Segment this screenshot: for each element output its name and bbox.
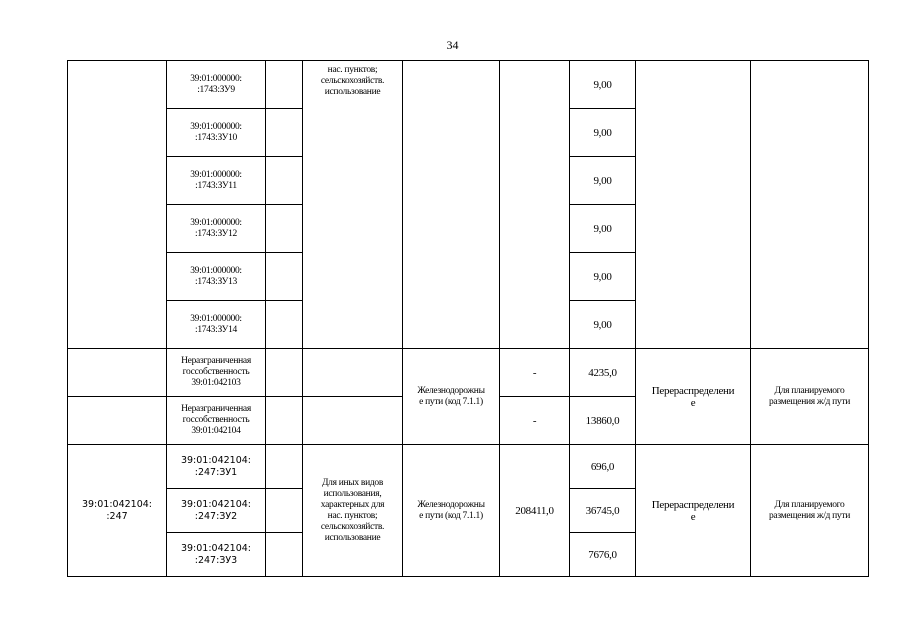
cadastral-line-1: 39:01:042104: [180,542,252,554]
permitted-use-line-1: нас. пунктов; [327,65,378,75]
cadastral-line-3: 39:01:042103 [191,378,241,388]
empty-cell [266,157,303,205]
area-cell: 9,00 [570,253,636,301]
planned-use-line-1: Железнодорожны [417,385,485,396]
source-plot-cell [68,349,167,397]
planned-use-cell [403,61,500,349]
source-plot-line-1: 39:01:042104: [81,498,153,510]
cadastral-line-2: :247:ЗУ1 [194,466,238,478]
cadastral-line-2: :1743:ЗУ9 [197,84,235,95]
cadastral-number-cell [167,205,266,253]
permitted-use-line-5: сельскохозяйств. [320,521,385,532]
cadastral-line-1: 39:01:000000: [190,169,242,180]
cadastral-number-cell [167,397,266,445]
area-cell: 7676,0 [570,533,636,577]
area-cell: 4235,0 [570,349,636,397]
cadastral-line-1: 39:01:042104: [180,454,252,466]
method-cell [636,445,751,577]
land-plots-table [67,60,869,577]
permitted-use-line-3: характерных для [320,499,385,510]
cadastral-number-cell [167,489,266,533]
planned-use-cell [403,349,500,445]
cadastral-line-1: Неразграниченная [181,404,251,414]
area-cell: 9,00 [570,61,636,109]
cadastral-line-2: :247:ЗУ3 [194,554,238,566]
cadastral-number-cell [167,253,266,301]
source-area-cell: - [500,349,570,397]
permitted-use-line-2: сельскохозяйств. [320,76,385,86]
permitted-use-line-1: Для иных видов [321,477,384,488]
table-row [68,445,869,489]
cadastral-line-2: госсобственность [182,415,250,425]
permitted-use-line-4: нас. пунктов; [327,510,378,521]
source-plot-cell [68,397,167,445]
cadastral-line-2: :1743:ЗУ13 [194,276,238,287]
cadastral-number-cell [167,533,266,577]
cadastral-line-1: 39:01:042104: [180,498,252,510]
purpose-cell [751,61,869,349]
permitted-use-line-3: использование [324,87,381,97]
empty-cell [266,253,303,301]
cadastral-number-cell [167,445,266,489]
cadastral-line-1: Неразграниченная [181,356,251,366]
method-cell [636,61,751,349]
planned-use-line-2: е пути (код 7.1.1) [419,510,483,521]
empty-cell [266,205,303,253]
area-cell: 9,00 [570,205,636,253]
cadastral-line-1: 39:01:000000: [190,265,242,276]
purpose-line-2: размещения ж/д пути [768,396,851,407]
empty-cell [266,533,303,577]
empty-cell [266,301,303,349]
cadastral-line-2: госсобственность [182,367,250,377]
purpose-cell [751,349,869,445]
permitted-use-line-6: использование [324,532,381,543]
area-cell: 13860,0 [570,397,636,445]
permitted-use-cell [303,61,403,349]
source-area-cell [500,61,570,349]
method-line-1: Перераспределени [651,498,735,511]
method-line-1: Перераспределени [651,384,735,397]
purpose-line-1: Для планируемого [774,499,845,510]
table-row [68,349,869,397]
planned-use-line-1: Железнодорожны [417,499,485,510]
source-area-cell: - [500,397,570,445]
planned-use-cell [403,445,500,577]
empty-cell [266,61,303,109]
permitted-use-cell [303,349,403,397]
source-plot-line-2: :247 [106,510,128,522]
purpose-cell [751,445,869,577]
empty-cell [266,349,303,397]
purpose-line-1: Для планируемого [774,385,845,396]
cadastral-line-1: 39:01:000000: [190,313,242,324]
source-plot-cell [68,445,167,577]
cadastral-line-2: :247:ЗУ2 [194,510,238,522]
cadastral-number-cell [167,109,266,157]
area-cell: 9,00 [570,301,636,349]
cadastral-line-1: 39:01:000000: [190,217,242,228]
permitted-use-cell [303,445,403,577]
page-number: 34 [446,38,459,52]
purpose-line-2: размещения ж/д пути [768,510,851,521]
area-cell: 9,00 [570,157,636,205]
cadastral-line-3: 39:01:042104 [191,426,241,436]
cadastral-number-cell [167,301,266,349]
method-line-2: е [690,396,696,409]
cadastral-line-2: :1743:ЗУ10 [194,132,238,143]
cadastral-line-1: 39:01:000000: [190,121,242,132]
empty-cell [266,445,303,489]
cadastral-line-2: :1743:ЗУ12 [194,228,238,239]
empty-cell [266,489,303,533]
cadastral-line-2: :1743:ЗУ11 [195,180,237,191]
method-line-2: е [690,510,696,523]
cadastral-line-2: :1743:ЗУ14 [194,324,238,335]
permitted-use-cell [303,397,403,445]
source-plot-cell [68,61,167,349]
planned-use-line-2: е пути (код 7.1.1) [419,396,483,407]
cadastral-number-cell [167,61,266,109]
permitted-use-line-2: использования, [323,488,382,499]
empty-cell [266,397,303,445]
source-area-cell: 208411,0 [500,445,570,577]
cadastral-number-cell [167,349,266,397]
area-cell: 36745,0 [570,489,636,533]
empty-cell [266,109,303,157]
table-row [68,61,869,109]
method-cell [636,349,751,445]
cadastral-number-cell [167,157,266,205]
cadastral-line-1: 39:01:000000: [190,73,242,84]
area-cell: 9,00 [570,109,636,157]
area-cell: 696,0 [570,445,636,489]
